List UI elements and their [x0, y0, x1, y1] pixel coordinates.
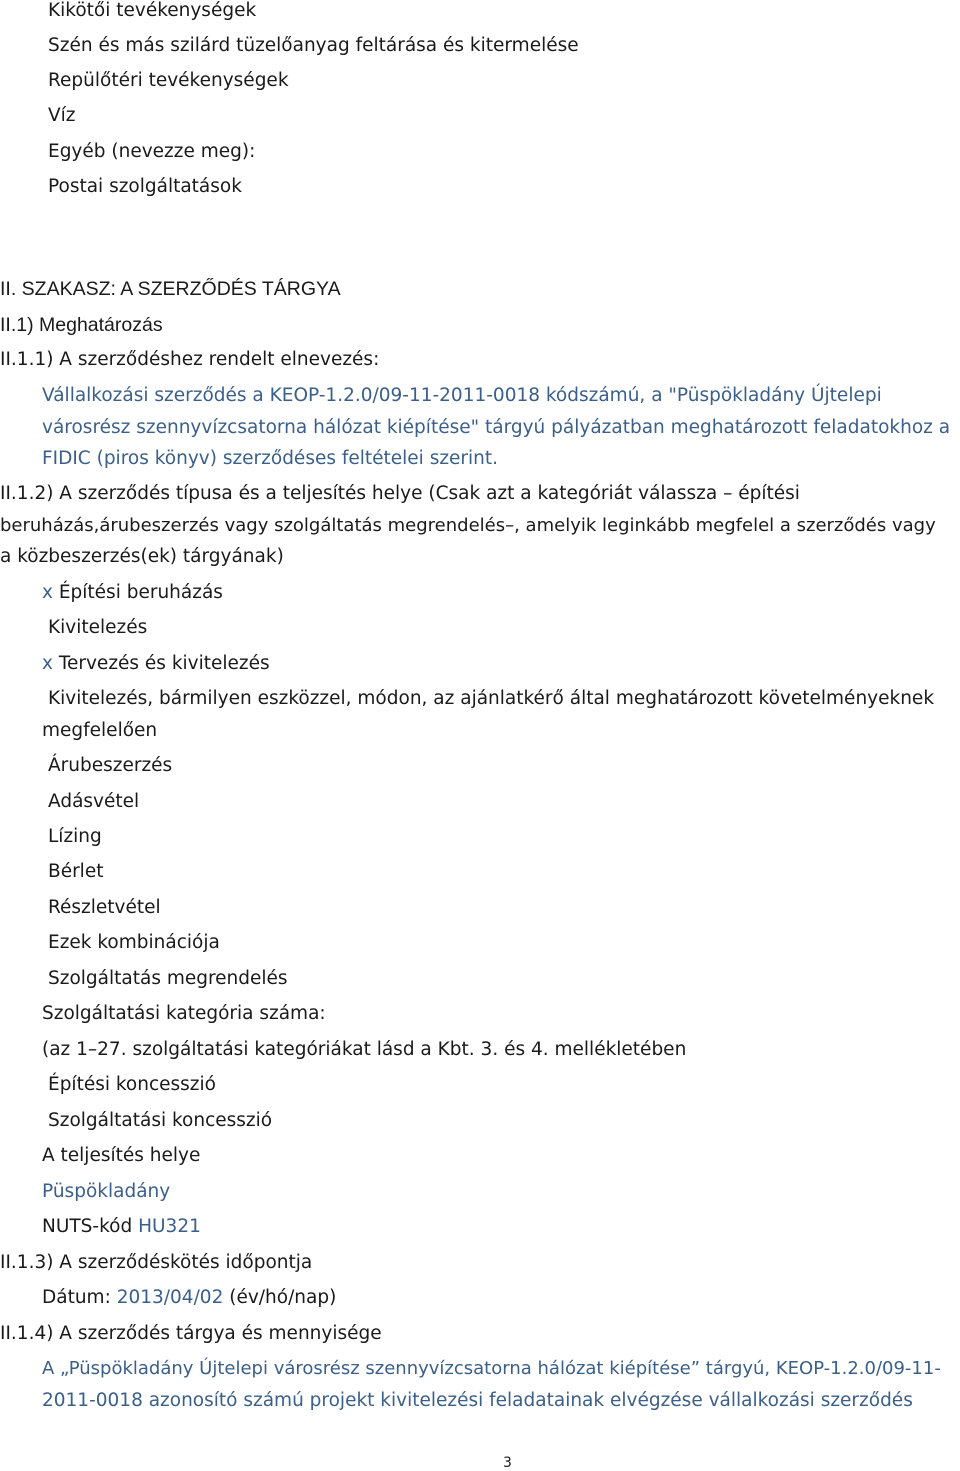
- subheading-meghatarozas: II.1) Meghatározás: [0, 314, 163, 336]
- datum-value: 2013/04/02: [116, 1287, 224, 1308]
- option-tervezes-es-kivitelezes: [42, 651, 270, 677]
- datum-format: (év/hó/nap): [229, 1287, 337, 1308]
- list-item-repuloteri: Repülőtéri tevékenységek: [48, 70, 289, 91]
- option-berlet: Bérlet: [48, 861, 104, 882]
- option-epitesi-beruhazas: [42, 580, 223, 606]
- option-kivitelezes: Kivitelezés: [48, 617, 148, 638]
- elnevezes-value-line-3: FIDIC (piros könyv) szerződéses feltételei szerint.: [42, 448, 499, 469]
- nuts-kod-label: NUTS-kód: [42, 1216, 133, 1237]
- check-mark: x: [42, 653, 53, 674]
- option-szolgaltatasi-kategoria-szama: Szolgáltatási kategória száma:: [42, 1003, 326, 1024]
- teljesites-helye-label: A teljesítés helye: [42, 1145, 201, 1166]
- datum-row: [42, 1285, 336, 1311]
- field-label-szerzodeskotes: II.1.3) A szerződéskötés időpontja: [0, 1252, 313, 1273]
- check-mark: x: [42, 582, 53, 603]
- kategoria-megjegyzes: (az 1–27. szolgáltatási kategóriákat lásd a Kbt. 3. és 4. mellékletében: [42, 1039, 687, 1060]
- targy-value-line-1: A „Püspökladány Újtelepi városrész szennyvízcsatorna hálózat kiépítése” tárgyú, KEOP-1.2.0/09-11-: [42, 1358, 941, 1379]
- option-reszletvetel: Részletvétel: [48, 897, 161, 918]
- targy-value-line-2: 2011-0018 azonosító számú projekt kivitelezési feladatainak elvégzése vállalkozási szerződés: [42, 1390, 913, 1411]
- option-adasvetel: Adásvétel: [48, 791, 140, 812]
- option-szolgaltatasi-koncesszio: Szolgáltatási koncesszió: [48, 1110, 273, 1131]
- page-number: 3: [503, 1455, 512, 1471]
- option-szolgaltatas-megrendeles: Szolgáltatás megrendelés: [48, 968, 288, 989]
- field-label-tipus-line-2: beruházás,árubeszerzés vagy szolgáltatás megrendelés–, amelyik leginkább megfelel a szerződés vagy: [0, 515, 936, 536]
- option-kivitelezes-barmilyen-line-2: megfelelően: [42, 720, 158, 741]
- field-label-tipus-line-3: a közbeszerzés(ek) tárgyának): [0, 546, 284, 567]
- nuts-kod-value: HU321: [138, 1216, 201, 1237]
- section-heading: II. SZAKASZ: A SZERZŐDÉS TÁRGYA: [0, 278, 341, 300]
- list-item-egyeb: Egyéb (nevezze meg):: [48, 141, 256, 162]
- option-kivitelezes-barmilyen-line-1: Kivitelezés, bármilyen eszközzel, módon, az ajánlatkérő által meghatározott követelményeknek: [48, 688, 935, 709]
- field-label-targy-mennyiseg: II.1.4) A szerződés tárgya és mennyisége: [0, 1323, 382, 1344]
- field-label-elnevezes: II.1.1) A szerződéshez rendelt elnevezés:: [0, 349, 380, 370]
- option-arubeszerzes: Árubeszerzés: [48, 755, 173, 776]
- option-epitesi-koncesszio: Építési koncesszió: [48, 1074, 216, 1095]
- list-item-kikotoi: Kikötői tevékenységek: [48, 0, 257, 21]
- list-item-viz: Víz: [48, 105, 76, 126]
- option-ezek-kombinacioja: Ezek kombinációja: [48, 932, 220, 953]
- list-item-postai: Postai szolgáltatások: [48, 176, 242, 197]
- nuts-kod-row: [42, 1214, 201, 1240]
- teljesites-helye-value: Püspökladány: [42, 1181, 171, 1202]
- elnevezes-value-line-1: Vállalkozási szerződés a KEOP-1.2.0/09-11-2011-0018 kódszámú, a "Püspökladány Újtelepi: [42, 385, 882, 406]
- datum-label: Dátum:: [42, 1287, 111, 1308]
- option-label: Építési beruházás: [58, 582, 223, 603]
- field-label-tipus-line-1: II.1.2) A szerződés típusa és a teljesítés helye (Csak azt a kategóriát válassza – építési: [0, 483, 800, 504]
- elnevezes-value-line-2: városrész szennyvízcsatorna hálózat kiépítése" tárgyú pályázatban meghatározott feladatokhoz a: [42, 417, 951, 438]
- list-item-szen: Szén és más szilárd tüzelőanyag feltárása és kitermelése: [48, 35, 579, 56]
- option-lizing: Lízing: [48, 826, 102, 847]
- option-label: Tervezés és kivitelezés: [58, 653, 270, 674]
